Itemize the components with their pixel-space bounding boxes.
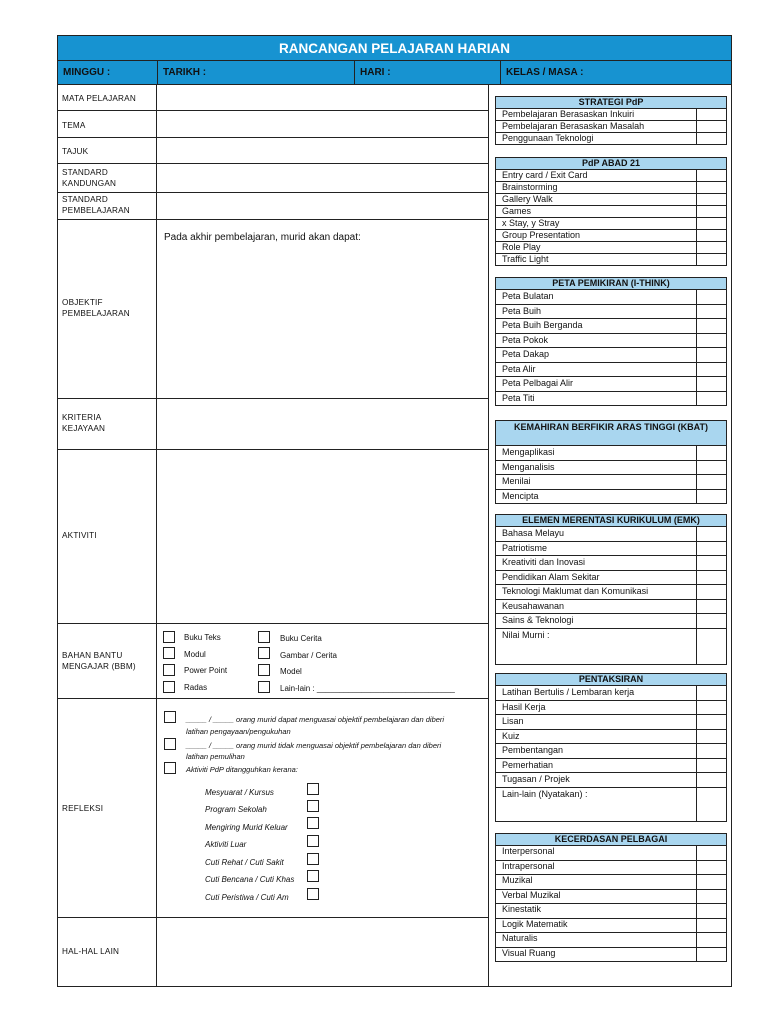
table-row — [496, 600, 726, 615]
table-row — [496, 446, 726, 461]
bbm-option: Buku Teks — [184, 633, 221, 642]
bbm-checkbox[interactable] — [258, 647, 270, 659]
label-standard-kandungan — [62, 167, 116, 189]
row-label: x Stay, y Stray — [502, 218, 560, 228]
row-divider — [57, 449, 488, 450]
table-header: PdP ABAD 21 — [496, 158, 726, 170]
tick-cell[interactable] — [696, 600, 726, 614]
row-label: Verbal Muzikal — [502, 889, 561, 900]
refleksi-line: latihan pemulihan — [186, 752, 245, 761]
label-bbm — [62, 650, 136, 672]
tick-cell[interactable] — [696, 933, 726, 947]
refleksi-line: _____ / _____ orang murid tidak menguasai objektif pembelajaran dan diberi — [186, 741, 442, 750]
bbm-option: Modul — [184, 650, 206, 659]
tick-cell[interactable] — [696, 230, 726, 241]
tick-cell[interactable] — [696, 948, 726, 961]
table-row — [496, 759, 726, 774]
tick-cell[interactable] — [696, 890, 726, 904]
tick-cell[interactable] — [696, 392, 726, 405]
bbm-checkbox[interactable] — [258, 681, 270, 693]
label-line: STANDARD — [62, 168, 109, 177]
kelas-field[interactable]: KELAS / MASA : — [506, 67, 584, 78]
tick-cell[interactable] — [696, 759, 726, 773]
table-row — [496, 194, 726, 206]
tick-cell[interactable] — [696, 461, 726, 475]
tangguh-checkbox[interactable] — [307, 783, 319, 795]
tick-cell[interactable] — [696, 363, 726, 377]
row-label: Teknologi Maklumat dan Komunikasi — [502, 586, 649, 596]
strategi-pdp-table — [495, 96, 727, 145]
row-divider — [57, 398, 488, 399]
tick-cell[interactable] — [696, 614, 726, 628]
pentaksiran-table — [495, 673, 727, 822]
row-label: Entry card / Exit Card — [502, 170, 588, 180]
table-row — [496, 585, 726, 600]
refleksi-line: _____ / _____ orang murid dapat menguasai objektif pembelajaran dan diberi — [186, 715, 445, 724]
tick-cell[interactable] — [696, 446, 726, 460]
tick-cell[interactable] — [696, 242, 726, 253]
table-row — [496, 490, 726, 503]
tangguh-option: Program Sekolah — [205, 805, 267, 814]
tick-cell[interactable] — [696, 686, 726, 700]
row-label: Intrapersonal — [502, 860, 555, 871]
tick-cell[interactable] — [696, 206, 726, 217]
table-header: KECERDASAN PELBAGAI — [496, 834, 726, 846]
refleksi-line: Aktiviti PdP ditangguhkan kerana: — [186, 765, 298, 774]
tick-cell[interactable] — [696, 585, 726, 599]
table-header: KEMAHIRAN BERFIKIR ARAS TINGGI (KBAT) — [496, 421, 726, 446]
label-line: STANDARD — [62, 195, 109, 204]
row-label: Visual Ruang — [502, 947, 556, 958]
minggu-field[interactable]: MINGGU : — [58, 61, 158, 84]
table-row — [496, 701, 726, 716]
row-label: Logik Matematik — [502, 918, 568, 929]
row-label: Hasil Kerja — [502, 701, 546, 712]
table-row — [496, 948, 726, 961]
tick-cell[interactable] — [696, 861, 726, 875]
label-objektif — [62, 297, 130, 319]
label-line: KANDUNGAN — [62, 179, 117, 188]
tangguh-checkbox[interactable] — [307, 853, 319, 865]
table-header: STRATEGI PdP — [496, 97, 726, 109]
table-row — [496, 861, 726, 876]
bbm-checkbox[interactable] — [163, 631, 175, 643]
table-row — [496, 773, 726, 788]
row-label: Pembelajaran Berasaskan Masalah — [502, 121, 645, 131]
tick-cell[interactable] — [696, 348, 726, 362]
label-column-divider — [156, 85, 157, 987]
row-divider — [57, 163, 488, 164]
row-label: Peta Alir — [502, 363, 536, 374]
tick-cell[interactable] — [696, 846, 726, 860]
label-tema: TEMA — [62, 121, 86, 130]
row-label: Games — [502, 206, 532, 216]
label-refleksi: REFLEKSI — [62, 804, 104, 813]
row-label: Kreativiti dan Inovasi — [502, 557, 586, 567]
pdp-abad-21-table — [495, 157, 727, 266]
label-tajuk: TAJUK — [62, 147, 89, 156]
row-label: Peta Buih — [502, 305, 542, 316]
tangguh-option: Cuti Peristiwa / Cuti Am — [205, 893, 289, 902]
label-line: OBJEKTIF — [62, 298, 103, 307]
bbm-checkbox[interactable] — [163, 681, 175, 693]
row-label: Menilai — [502, 476, 531, 486]
tick-cell[interactable] — [696, 527, 726, 541]
row-label: Peta Bulatan — [502, 291, 554, 301]
refleksi-line: latihan pengayaan/pengukuhan — [186, 727, 291, 736]
header-row — [57, 61, 732, 85]
table-header: PENTAKSIRAN — [496, 674, 726, 686]
table-row — [496, 846, 726, 861]
tick-cell[interactable] — [696, 109, 726, 120]
table-row — [496, 334, 726, 349]
table-row — [496, 527, 726, 542]
table-row — [496, 182, 726, 194]
row-label: Sains & Teknologi — [502, 615, 574, 625]
label-line: PEMBELAJARAN — [62, 206, 130, 215]
bbm-option: Model — [280, 667, 302, 676]
table-row — [496, 218, 726, 230]
table-row — [496, 890, 726, 905]
tick-cell[interactable] — [696, 919, 726, 933]
table-row — [496, 461, 726, 476]
row-label: Pemerhatian — [502, 759, 554, 770]
tick-cell[interactable] — [696, 875, 726, 889]
table-row — [496, 686, 726, 701]
bbm-checkbox[interactable] — [163, 647, 175, 659]
row-label: Tugasan / Projek — [502, 774, 570, 784]
label-standard-pembelajaran — [62, 194, 130, 216]
table-row — [496, 305, 726, 320]
row-label: Bahasa Melayu — [502, 528, 565, 538]
table-row — [496, 170, 726, 182]
bbm-option: Radas — [184, 683, 208, 692]
tick-cell[interactable] — [696, 629, 726, 664]
tangguh-option: Aktiviti Luar — [205, 840, 247, 849]
row-label: Peta Titi — [502, 392, 535, 403]
table-row — [496, 230, 726, 242]
table-row — [496, 377, 726, 392]
label-line: PEMBELAJARAN — [62, 309, 130, 318]
table-row — [496, 121, 726, 133]
row-label: Mencipta — [502, 490, 539, 501]
table-row — [496, 744, 726, 759]
tangguh-checkbox[interactable] — [307, 835, 319, 847]
kecerdasan-pelbagai-table — [495, 833, 727, 962]
tangguh-option: Mengiring Murid Keluar — [205, 823, 288, 832]
kbat-table — [495, 420, 727, 504]
label-line: KEJAYAAN — [62, 424, 106, 433]
row-label: Peta Pelbagai Alir — [502, 378, 574, 388]
tick-cell[interactable] — [696, 744, 726, 758]
row-label: Interpersonal — [502, 846, 555, 856]
table-row — [496, 133, 726, 144]
table-row — [496, 109, 726, 121]
tangguh-checkbox[interactable] — [307, 817, 319, 829]
label-kriteria — [62, 412, 105, 434]
row-divider — [57, 623, 488, 624]
table-row — [496, 919, 726, 934]
bbm-option: Lain-lain : _______________________________ — [280, 684, 455, 693]
table-row — [496, 875, 726, 890]
row-label: Peta Buih Berganda — [502, 320, 583, 330]
tangguh-checkbox[interactable] — [307, 870, 319, 882]
bbm-checkbox[interactable] — [258, 664, 270, 676]
tick-cell[interactable] — [696, 701, 726, 715]
tangguh-checkbox[interactable] — [307, 800, 319, 812]
objektif-text: Pada akhir pembelajaran, murid akan dapat: — [164, 232, 361, 243]
table-row — [496, 242, 726, 254]
table-row — [496, 629, 726, 664]
row-label: Kinestatik — [502, 904, 542, 914]
right-panel-divider — [488, 85, 489, 987]
row-divider — [57, 219, 488, 220]
bbm-option: Gambar / Cerita — [280, 651, 337, 660]
table-row — [496, 933, 726, 948]
table-row — [496, 475, 726, 490]
table-row — [496, 206, 726, 218]
tick-cell[interactable] — [696, 773, 726, 787]
row-label: Mengaplikasi — [502, 447, 555, 457]
row-label: Kuiz — [502, 730, 520, 741]
peta-pemikiran-table — [495, 277, 727, 406]
table-row — [496, 571, 726, 586]
tick-cell[interactable] — [696, 730, 726, 744]
row-divider — [57, 192, 488, 193]
row-label: Peta Pokok — [502, 334, 549, 345]
row-divider — [57, 137, 488, 138]
tangguh-option: Cuti Rehat / Cuti Sakit — [205, 858, 284, 867]
row-divider — [57, 110, 488, 111]
table-header: ELEMEN MERENTASI KURIKULUM (EMK) — [496, 515, 726, 527]
table-header: PETA PEMIKIRAN (I-THINK) — [496, 278, 726, 290]
tick-cell[interactable] — [696, 133, 726, 144]
tarikh-field[interactable]: TARIKH : — [158, 61, 355, 84]
refleksi-checkbox[interactable] — [164, 762, 176, 774]
row-label: Menganalisis — [502, 461, 555, 472]
tick-cell[interactable] — [696, 290, 726, 304]
table-row — [496, 730, 726, 745]
table-row — [496, 363, 726, 378]
tick-cell[interactable] — [696, 319, 726, 333]
row-label: Pembelajaran Berasaskan Inkuiri — [502, 109, 635, 119]
row-label: Role Play — [502, 242, 541, 252]
bbm-option: Power Point — [184, 666, 228, 675]
row-divider — [57, 698, 488, 699]
table-row — [496, 254, 726, 265]
refleksi-checkbox[interactable] — [164, 738, 176, 750]
row-label: Pembentangan — [502, 745, 564, 755]
tick-cell[interactable] — [696, 556, 726, 570]
tick-cell[interactable] — [696, 377, 726, 391]
tick-cell[interactable] — [696, 194, 726, 205]
form-title: RANCANGAN PELAJARAN HARIAN — [57, 35, 732, 61]
row-label: Patriotisme — [502, 542, 548, 553]
label-aktiviti: AKTIVITI — [62, 531, 97, 540]
hari-field[interactable]: HARI : — [355, 61, 501, 84]
tick-cell[interactable] — [696, 475, 726, 489]
row-label: Keusahawanan — [502, 600, 565, 611]
bbm-checkbox[interactable] — [258, 631, 270, 643]
label-hal-hal-lain: HAL-HAL LAIN — [62, 947, 120, 956]
label-line: BAHAN BANTU — [62, 651, 123, 660]
table-row — [496, 556, 726, 571]
bbm-option: Buku Cerita — [280, 634, 322, 643]
table-row — [496, 348, 726, 363]
tangguh-checkbox[interactable] — [307, 888, 319, 900]
row-label: Lain-lain (Nyatakan) : — [502, 788, 588, 799]
table-row — [496, 904, 726, 919]
row-label: Penggunaan Teknologi — [502, 133, 594, 143]
bbm-checkbox[interactable] — [163, 664, 175, 676]
row-label: Lisan — [502, 716, 524, 726]
row-label: Brainstorming — [502, 182, 558, 192]
tick-cell[interactable] — [696, 218, 726, 229]
row-label: Group Presentation — [502, 230, 581, 240]
emk-table — [495, 514, 727, 665]
row-label: Muzikal — [502, 875, 533, 885]
table-row — [496, 392, 726, 405]
row-label: Gallery Walk — [502, 194, 553, 204]
tick-cell[interactable] — [696, 121, 726, 132]
row-label: Latihan Bertulis / Lembaran kerja — [502, 687, 635, 697]
row-label: Traffic Light — [502, 254, 549, 264]
tick-cell[interactable] — [696, 542, 726, 556]
row-label: Peta Dakap — [502, 349, 550, 359]
tick-cell[interactable] — [696, 254, 726, 265]
table-row — [496, 319, 726, 334]
row-divider — [57, 917, 488, 918]
row-label: Naturalis — [502, 933, 538, 943]
tick-cell[interactable] — [696, 490, 726, 503]
table-row — [496, 715, 726, 730]
tick-cell[interactable] — [696, 788, 726, 821]
table-row — [496, 788, 726, 821]
tick-cell[interactable] — [696, 170, 726, 181]
refleksi-checkbox[interactable] — [164, 711, 176, 723]
tick-cell[interactable] — [696, 305, 726, 319]
tick-cell[interactable] — [696, 334, 726, 348]
tangguh-option: Cuti Bencana / Cuti Khas — [205, 875, 295, 884]
label-line: KRITERIA — [62, 413, 102, 422]
label-line: MENGAJAR (BBM) — [62, 662, 136, 671]
row-label: Pendidikan Alam Sekitar — [502, 571, 600, 582]
table-row — [496, 290, 726, 305]
table-row — [496, 614, 726, 629]
tick-cell[interactable] — [696, 715, 726, 729]
tick-cell[interactable] — [696, 182, 726, 193]
tangguh-option: Mesyuarat / Kursus — [205, 788, 274, 797]
label-mata-pelajaran: MATA PELAJARAN — [62, 94, 136, 103]
tick-cell[interactable] — [696, 904, 726, 918]
tick-cell[interactable] — [696, 571, 726, 585]
row-label: Nilai Murni : — [502, 629, 550, 640]
table-row — [496, 542, 726, 557]
